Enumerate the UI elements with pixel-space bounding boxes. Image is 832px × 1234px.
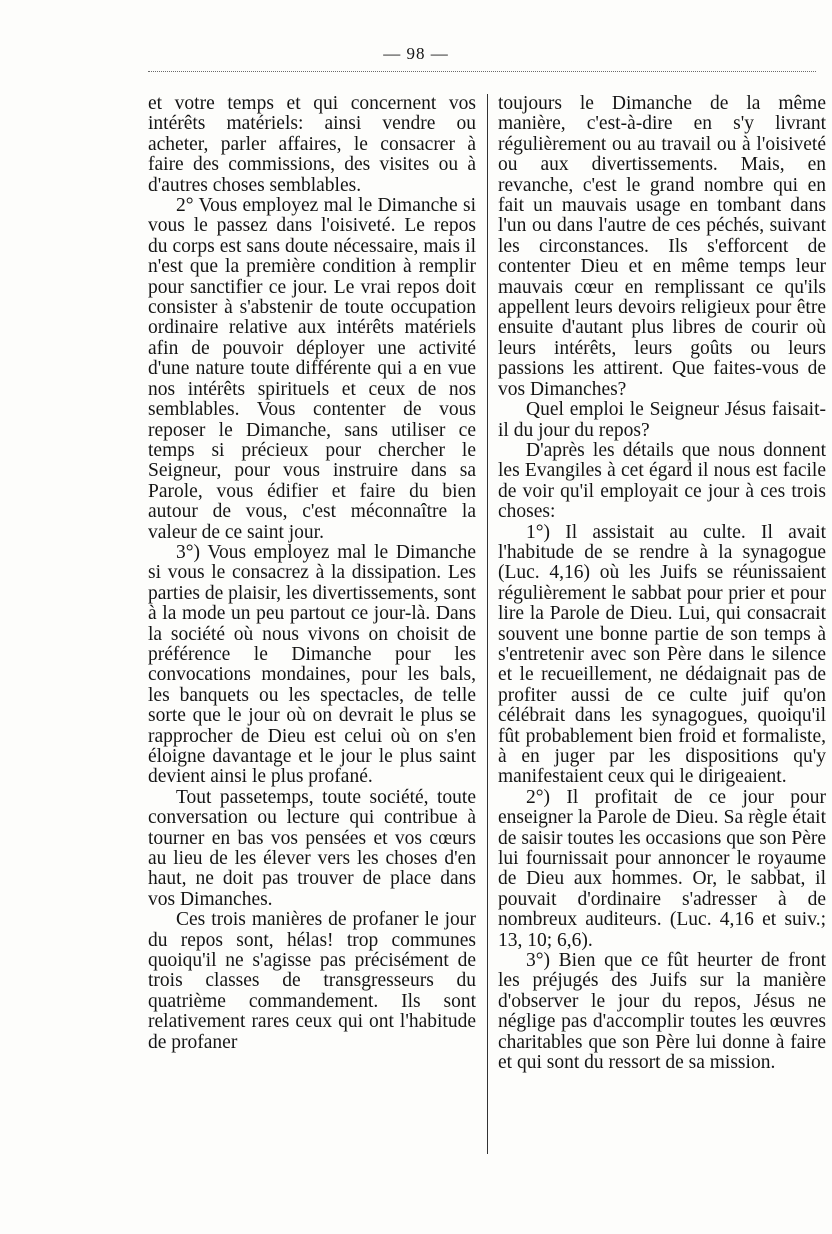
paragraph: Tout passetemps, toute société, toute conversation ou lecture qui contribue à tourner en bas vos pensées et vos cœurs au lieu de les élever vers les choses d'en haut, ne doit pas trouver de place dans vos Dimanches.	[148, 786, 476, 910]
paragraph: Ces trois manières de profaner le jour du repos sont, hélas! trop communes quoiqu'il ne s'agisse pas précisément de trois classes de transgresseurs du quatrième commandement. Ils sont relativement rares ceux qui ont l'habitude de profaner	[148, 909, 476, 1053]
paragraph: 3°) Vous employez mal le Dimanche si vous le consacrez à la dissipation. Les parties de plaisir, les divertissements, sont à la mode un peu partout ce jour-là. Dans la société où nous vivons on choisit de préférence le Dimanche pour les convocations mondaines, pour les bals, les banquets ou les spectacles, de telle sorte que le jour où on devrait le plus se rapprocher de Dieu est celui où on s'en éloigne davantage et le jour le plus saint devient ainsi le plus profané.	[148, 541, 476, 788]
paragraph: 1°) Il assistait au culte. Il avait l'habitude de se rendre à la synagogue (Luc. 4,16) où les Juifs se réunissaient régulièrement le sabbat pour prier et pour lire la Parole de Dieu. Lui, qui consacrait souvent une bonne partie de son temps à s'entretenir avec son Père dans le silence et le recueillement, ne dédaignait pas de profiter aussi de ce culte juif qu'on célébrait dans les synagogues, quoiqu'il fût probablement bien froid et formaliste, à en juger par les dispositions qu'y manifestaient ceux qui le dirigeaient.	[498, 521, 826, 788]
paragraph: D'après les détails que nous donnent les Evangiles à cet égard il nous est facile de voir qu'il employait ce jour à ces trois choses:	[498, 439, 826, 523]
paragraph: et votre temps et qui concernent vos intérêts matériels: ainsi vendre ou acheter, parler affaires, le consacrer à faire des commissions, des visites ou à d'autres choses semblables.	[148, 93, 476, 196]
left-column	[148, 94, 476, 1053]
paragraph: 2° Vous employez mal le Dimanche si vous le passez dans l'oisiveté. Le repos du corps est sans doute nécessaire, mais il n'est que la première condition à remplir pour sanctifier ce jour. Le vrai repos doit consister à s'abstenir de toute occupation ordinaire relative aux intérêts matériels afin de pouvoir déployer une activité d'une nature toute différente qui a en vue nos intérêts spirituels et ceux de nos semblables. Vous contenter de vous reposer le Dimanche, sans utiliser ce temps si précieux pour chercher le Seigneur, pour vous instruire dans sa Parole, vous édifier et faire du bien autour de vous, c'est méconnaître la valeur de ce saint jour.	[148, 195, 476, 543]
paragraph: 2°) Il profitait de ce jour pour enseigner la Parole de Dieu. Sa règle était de saisir toutes les occasions que son Père lui fournissait pour annoncer le royaume de Dieu aux hommes. Or, le sabbat, il pouvait d'ordinaire s'adresser à de nombreux auditeurs. (Luc. 4,16 et suiv.; 13, 10; 6,6).	[498, 786, 826, 951]
paragraph: 3°) Bien que ce fût heurter de front les préjugés des Juifs sur la manière d'observer le jour du repos, Jésus ne néglige pas d'accomplir toutes les œuvres charitables que son Père lui donne à faire et qui sont du ressort de sa mission.	[498, 950, 826, 1074]
page-number: — 98 —	[383, 44, 449, 63]
paragraph: Quel emploi le Seigneur Jésus faisait-il du jour du repos?	[498, 399, 826, 441]
paragraph: toujours le Dimanche de la même manière, c'est-à-dire en s'y livrant régulièrement ou au travail ou à l'oisiveté ou aux divertissements. Mais, en revanche, c'est le grand nombre qui en fait un mauvais usage en tombant dans l'un ou dans l'autre de ces péchés, suivant les circonstances. Ils s'efforcent de contenter Dieu et en même temps leur mauvais cœur en remplissant ce qu'ils appellent leurs devoirs religieux pour être ensuite d'autant plus libres de courir où leurs intérêts, leurs goûts ou leurs passions les attirent. Que faites-vous de vos Dimanches?	[498, 93, 826, 400]
header-rule	[148, 71, 816, 72]
column-divider	[487, 94, 488, 1154]
right-column	[498, 94, 826, 1074]
